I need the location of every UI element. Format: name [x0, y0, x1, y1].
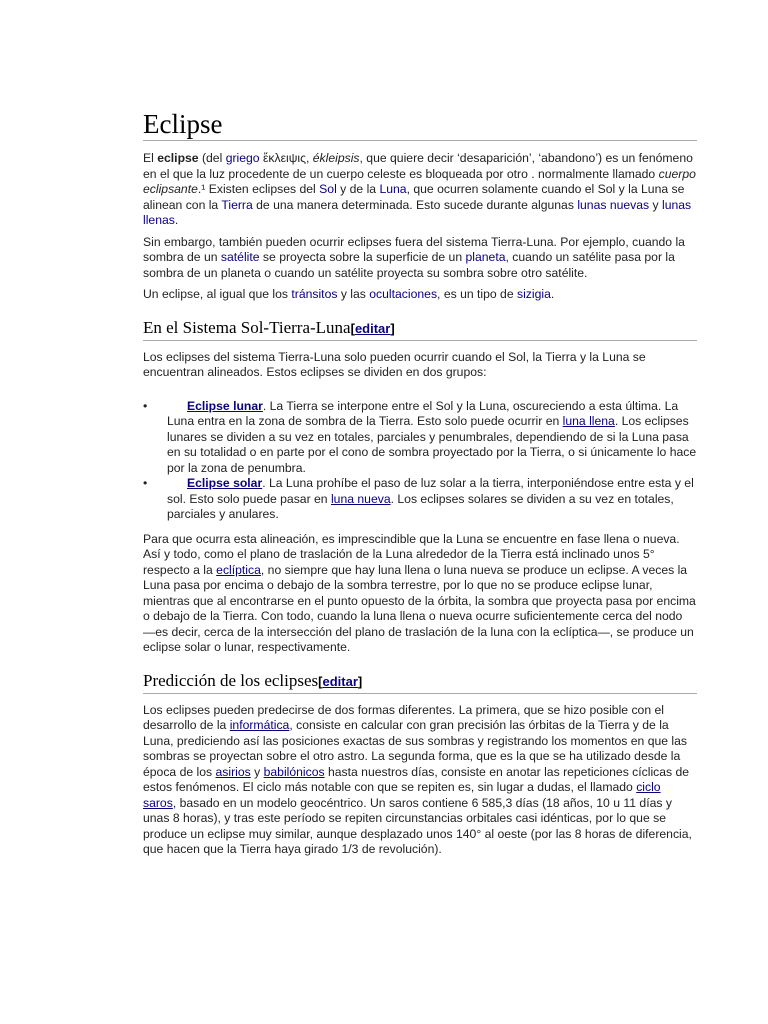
section-heading-prediccion: [143, 670, 697, 694]
text-run: , que quiere decir ‘desaparición’, ‘abandono’) es un fenómeno en el que la luz procedente de un cuerpo celeste es bloqueada por otro . normalmente llamado: [143, 151, 693, 181]
link-sol[interactable]: Sol: [319, 182, 337, 196]
text-run: .: [550, 287, 555, 301]
link-luna-llena[interactable]: luna llena: [562, 414, 615, 428]
term-eclipse: eclipse: [157, 151, 199, 165]
article: [143, 108, 697, 858]
link-transitos[interactable]: tránsitos: [291, 287, 338, 301]
bracket: ]: [357, 673, 363, 689]
link-eclipse-lunar[interactable]: Eclipse lunar: [187, 398, 263, 413]
eclipse-types-list: [143, 399, 697, 523]
text-run: . La Tierra se interpone entre el Sol y la Luna, oscureciendo a esta última. La Luna entra en la zona de sombra de la Tierra. Esto solo puede ocurrir en: [167, 398, 679, 428]
text-run: Un eclipse, al igual que los: [143, 287, 292, 301]
link-planeta[interactable]: planeta: [465, 250, 506, 264]
text-run: Para que ocurra esta alineación, es imprescindible que la Luna se encuentre en fase llena o nueva. Así y todo, como el plano de traslación de la Luna alrededor de la Tierra está inclinado unos 5° respecto a la: [143, 531, 680, 577]
text-run: y: [250, 764, 264, 779]
bracket: ]: [390, 320, 395, 336]
bullet: •: [143, 398, 148, 413]
paragraph-sistema: Los eclipses del sistema Tierra-Luna solo pueden ocurrir cuando el Sol, la Tierra y la Luna se encuentran alineados. Estos eclipses se dividen en dos grupos:: [143, 349, 646, 379]
text-run: y las: [337, 287, 370, 301]
text-run: (del: [198, 151, 226, 165]
text-run: , no siempre que hay luna llena o luna nueva se produce un eclipse. A veces la Luna pasa por encima o debajo de la sombra terrestre, por lo que no se produce eclipse lunar, mientras que al encontrarse en el punto opuesto de la órbita, la sombra que proyecta pasa por encima o debajo de la Tierra. Con todo, cuando la luna llena o nueva ocurre suficientemente cerca del nodo —es decir, cerca de la intersección del plano de traslación de la luna con la eclíptica—, se produce un eclipse solar o lunar, respectivamente.: [143, 562, 696, 654]
text-run: , consiste en calcular con gran precisión las órbitas de la Tierra y de la Luna, prediciendo así las posiciones exactas de sus sombras y registrando los momentos en que las sombras se proyectan sobre el otro astro. La segunda forma, que es la que se ha utilizado desde la época de los: [143, 718, 687, 779]
link-sizigia[interactable]: sizigia: [517, 287, 551, 301]
link-tierra[interactable]: Tierra: [221, 197, 253, 212]
section-heading-text: En el Sistema Sol-Tierra-Luna: [143, 317, 351, 337]
text-run: El: [143, 151, 158, 165]
text-run: . La Luna prohíbe el paso de luz solar a la tierra, interponiéndose entre esta y el sol. Esto solo puede pasar en: [167, 476, 694, 506]
text-run: , basado en un modelo geocéntrico. Un saros contiene 6 585,3 días (18 años, 10 u 11 días y unas 8 horas), y tras este período se repiten circunstancias orbitales casi idénticas, por lo que se produce un eclipse muy similar, aunque desplazado unos 140° al oeste (por las 8 horas de diferencia, que hacen que la Tierra haya girado 1/3 de revolución).: [143, 795, 692, 856]
bracket: [: [318, 673, 323, 689]
edit-link[interactable]: editar: [354, 320, 391, 336]
text-run: .: [174, 213, 179, 227]
text-run: y de la: [336, 182, 380, 196]
text-run: hasta nuestros días, consiste en anotar las repeticiones cíclicas de estos fenómenos. El ciclo más notable con que se repiten es, sin lugar a dudas, el llamado: [143, 764, 690, 794]
link-ciclo-saros[interactable]: ciclo saros: [143, 780, 661, 810]
paragraph-sizigia: [143, 287, 697, 303]
text-run: , es un tipo de: [437, 287, 517, 301]
term-ekleipsis: ékleipsis: [312, 151, 360, 165]
link-informatica[interactable]: informática: [229, 718, 290, 732]
intro-paragraph: [143, 151, 697, 229]
edit-link[interactable]: editar: [322, 673, 358, 689]
text-run: . Los eclipses solares se dividen a su vez en totales, parciales y anulares.: [167, 491, 674, 521]
list-item-eclipse-lunar: [143, 399, 697, 477]
link-luna-nueva[interactable]: luna nueva: [330, 491, 391, 506]
text-run: . Los eclipses lunares se dividen a su vez en totales, parciales y penumbrales, dependiendo de si la Luna pasa en su totalidad o en parte por el cono de sombra proyectado por la Tierra, o si únicamente lo hace por la zona de penumbra.: [167, 414, 697, 475]
link-luna[interactable]: Luna: [379, 182, 407, 196]
list-item-eclipse-solar: [143, 476, 697, 523]
link-griego[interactable]: griego: [225, 151, 260, 165]
paragraph-alineacion: [143, 532, 697, 656]
edit-section-link: [351, 321, 395, 336]
link-asirios[interactable]: asirios: [215, 764, 251, 779]
text-run: de una manera determinada. Esto sucede durante algunas: [252, 197, 578, 212]
section-heading-sistema: [143, 317, 697, 341]
text-run: y: [649, 197, 663, 212]
link-lunas-llenas[interactable]: lunas llenas: [143, 197, 692, 227]
text-run: Sin embargo, también pueden ocurrir eclipses fuera del sistema Tierra-Luna. Por ejemplo, cuando la sombra de un: [143, 234, 685, 264]
link-eclipse-solar[interactable]: Eclipse solar: [187, 476, 263, 490]
page-title: Eclipse: [143, 108, 697, 141]
link-ecliptica[interactable]: eclíptica: [216, 562, 261, 577]
section-heading-text: Predicción de los eclipses: [143, 670, 319, 690]
bracket: [: [350, 320, 355, 336]
text-run: Los eclipses pueden predecirse de dos formas diferentes. La primera, que se hizo posible con el desarrollo de la: [143, 702, 664, 732]
text-run: , cuando un satélite pasa por la sombra de un planeta o cuando un satélite proyecta su sombra sobre otro satélite.: [143, 250, 675, 280]
term-cuerpo-eclipsante: cuerpo eclipsante: [143, 166, 696, 196]
link-babilonicos[interactable]: babilónicos: [263, 764, 325, 779]
link-ocultaciones[interactable]: ocultaciones: [369, 287, 438, 301]
edit-section-link: [318, 674, 362, 689]
text-run: se proyecta sobre la superficie de un: [259, 250, 466, 264]
paragraph-prediccion: [143, 703, 697, 858]
bullet: •: [143, 476, 148, 490]
text-run: ἔκλειψις,: [259, 151, 313, 165]
link-satelite[interactable]: satélite: [220, 250, 260, 264]
paragraph-fuera-sistema: [143, 235, 697, 282]
text-run: , que ocurren solamente cuando el Sol y la Luna se alinean con la: [143, 182, 685, 212]
link-lunas-nuevas[interactable]: lunas nuevas: [577, 197, 650, 212]
text-run: .¹ Existen eclipses del: [197, 182, 320, 196]
